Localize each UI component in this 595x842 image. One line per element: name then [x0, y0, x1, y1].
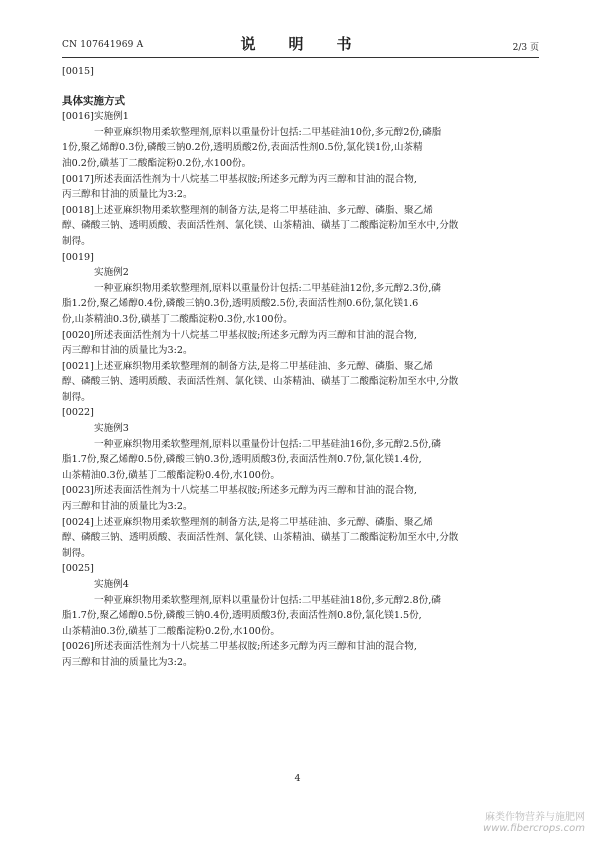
paragraph [62, 405, 539, 421]
text-line [62, 624, 539, 640]
line-text: 一种亚麻织物用柔软整理剂,原料以重量份计包括:二甲基硅油18份,多元醇2.8份,磷 [94, 594, 441, 606]
line-text: 丙三醇和甘油的质量比为3:2。 [62, 656, 193, 668]
paragraph [62, 64, 539, 80]
text-line [62, 172, 539, 188]
text-line [62, 499, 539, 515]
paragraph [62, 172, 539, 203]
line-text: 一种亚麻织物用柔软整理剂,原料以重量份计包括:二甲基硅油16份,多元醇2.5份,磷 [94, 438, 441, 450]
text-line [62, 109, 539, 125]
paragraph [62, 125, 539, 172]
line-text: 上述亚麻织物用柔软整理剂的制备方法,是将二甲基硅油、多元醇、磷脂、聚乙烯 [94, 360, 433, 372]
text-line [62, 639, 539, 655]
paragraph [62, 250, 539, 266]
paragraph-number: [0019] [62, 251, 94, 263]
text-line [62, 577, 539, 593]
paragraph [62, 483, 539, 514]
text-line [62, 218, 539, 234]
watermark-url: www.fibercrops.com [483, 823, 585, 834]
paragraph [62, 265, 539, 281]
line-text: 丙三醇和甘油的质量比为3:2。 [62, 345, 193, 357]
line-text: 1份,聚乙烯醇0.3份,磷酸三钠0.2份,透明质酸2份,表面活性剂0.5份,氯化镁1份,山茶精 [62, 142, 423, 154]
text-line [62, 437, 539, 453]
text-line [62, 234, 539, 250]
line-text: 实施例1 [94, 111, 129, 123]
line-text: 一种亚麻织物用柔软整理剂,原料以重量份计包括:二甲基硅油12份,多元醇2.3份,磷 [94, 282, 441, 294]
document-title: 说 明 书 [240, 35, 361, 53]
text-line [62, 390, 539, 406]
text-line [62, 328, 539, 344]
paragraph [62, 639, 539, 670]
line-text: 醇、磷酸三钠、透明质酸、表面活性剂、氯化镁、山茶精油、磺基丁二酸酯淀粉加至水中,分散 [62, 376, 459, 388]
line-text: 上述亚麻织物用柔软整理剂的制备方法,是将二甲基硅油、多元醇、磷脂、聚乙烯 [94, 516, 433, 528]
paragraph [62, 437, 539, 484]
text-line [62, 530, 539, 546]
line-text: 脂1.7份,聚乙烯醇0.5份,磷酸三钠0.3份,透明质酸3份,表面活性剂0.7份,氯化镁1.4份, [62, 454, 422, 466]
text-line [62, 125, 539, 141]
paragraph-number: [0015] [62, 66, 94, 77]
line-text: 所述表面活性剂为十八烷基二甲基叔胺;所述多元醇为丙三醇和甘油的混合物, [94, 641, 417, 653]
text-line [62, 250, 539, 266]
text-line [62, 343, 539, 359]
text-line [62, 452, 539, 468]
line-text: 份,山茶精油0.3份,磺基丁二酸酯淀粉0.3份,水100份。 [62, 313, 293, 325]
paragraph-number: [0024] [62, 516, 94, 528]
watermark-text: 麻类作物营养与施肥网 [485, 812, 585, 823]
text-line [62, 374, 539, 390]
paragraph [62, 593, 539, 640]
paragraph [62, 577, 539, 593]
paragraph-number: [0021] [62, 360, 94, 372]
line-text: 所述表面活性剂为十八烷基二甲基叔胺;所述多元醇为丙三醇和甘油的混合物, [94, 329, 417, 341]
paragraph [62, 561, 539, 577]
line-text: 实施例3 [94, 423, 129, 435]
paragraph [62, 421, 539, 437]
line-text: 脂1.7份,聚乙烯醇0.5份,磷酸三钠0.4份,透明质酸3份,表面活性剂0.8份,氯化镁1.5份, [62, 610, 422, 622]
text-line [62, 296, 539, 312]
paragraph-number: [0025] [62, 563, 94, 575]
text-line [62, 140, 539, 156]
paragraph [62, 203, 539, 250]
line-text: 醇、磷酸三钠、透明质酸、表面活性剂、氯化镁、山茶精油、磺基丁二酸酯淀粉加至水中,分散 [62, 220, 459, 232]
paragraph [62, 328, 539, 359]
document-body [62, 64, 539, 671]
paragraph [62, 281, 539, 328]
page-info: 2/3 页 [512, 43, 539, 53]
paragraph-number: [0016] [62, 111, 94, 123]
line-text: 丙三醇和甘油的质量比为3:2。 [62, 501, 193, 513]
section-title: 具体实施方式 [62, 94, 125, 107]
paragraph [62, 109, 539, 125]
text-line [62, 203, 539, 219]
text-line [62, 483, 539, 499]
patent-number: CN 107641969 A [62, 40, 144, 50]
text-line [62, 546, 539, 562]
line-text: 丙三醇和甘油的质量比为3:2。 [62, 189, 193, 201]
text-line [62, 468, 539, 484]
line-text: 制得。 [62, 235, 91, 247]
line-text: 山茶精油0.3份,磺基丁二酸酯淀粉0.2份,水100份。 [62, 625, 281, 637]
header-divider [62, 57, 539, 58]
paragraph-number: [0017] [62, 173, 94, 185]
line-text: 实施例4 [94, 579, 129, 590]
line-text: 所述表面活性剂为十八烷基二甲基叔胺;所述多元醇为丙三醇和甘油的混合物, [94, 173, 417, 185]
text-line [62, 561, 539, 577]
paragraph-number: [0023] [62, 485, 94, 497]
paragraph [62, 515, 539, 562]
text-line [62, 156, 539, 172]
line-text: 所述表面活性剂为十八烷基二甲基叔胺;所述多元醇为丙三醇和甘油的混合物, [94, 485, 417, 497]
text-line [62, 281, 539, 297]
text-line [62, 359, 539, 375]
line-text: 制得。 [62, 547, 91, 559]
paragraph-number: [0022] [62, 407, 94, 419]
text-line [62, 421, 539, 437]
text-line [62, 312, 539, 328]
line-text: 醇、磷酸三钠、透明质酸、表面活性剂、氯化镁、山茶精油、磺基丁二酸酯淀粉加至水中,分散 [62, 532, 459, 544]
page-header [62, 30, 539, 58]
text-line [62, 187, 539, 203]
line-text: 实施例2 [94, 267, 129, 279]
text-line [62, 593, 539, 609]
line-text: 上述亚麻织物用柔软整理剂的制备方法,是将二甲基硅油、多元醇、磷脂、聚乙烯 [94, 204, 433, 216]
paragraph-number: [0018] [62, 204, 94, 216]
line-text: 脂1.2份,聚乙烯醇0.4份,磷酸三钠0.3份,透明质酸2.5份,表面活性剂0.6份,氯化镁1.6 [62, 298, 419, 310]
text-line [62, 265, 539, 281]
page-number: 4 [294, 773, 301, 784]
line-text: 山茶精油0.3份,磺基丁二酸酯淀粉0.4份,水100份。 [62, 469, 281, 481]
line-text: 制得。 [62, 391, 91, 403]
paragraph-number: [0026] [62, 641, 94, 653]
text-line [62, 608, 539, 624]
line-text: 一种亚麻织物用柔软整理剂,原料以重量份计包括:二甲基硅油10份,多元醇2份,磷脂 [94, 126, 442, 138]
line-text: 油0.2份,磺基丁二酸酯淀粉0.2份,水100份。 [62, 157, 252, 169]
text-line [62, 64, 539, 80]
text-line [62, 655, 539, 671]
paragraph-number: [0020] [62, 329, 94, 341]
paragraph [62, 359, 539, 406]
text-line [62, 405, 539, 421]
text-line [62, 515, 539, 531]
